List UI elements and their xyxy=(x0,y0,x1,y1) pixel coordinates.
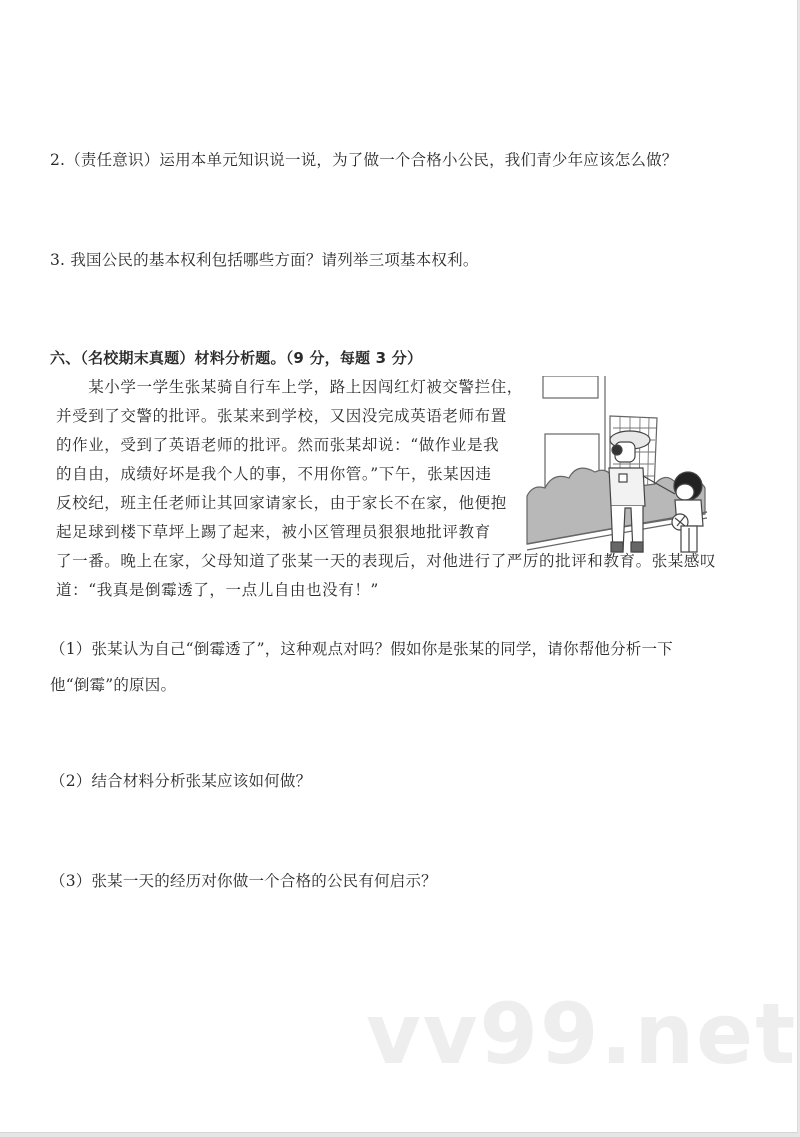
material-line: 并受到了交警的批评。张某来到学校，又因没完成英语老师布置 xyxy=(56,407,507,425)
watermark: vv99.net xyxy=(366,985,798,1083)
sub-question-1-line-2: 他“倒霉”的原因。 xyxy=(50,676,177,694)
sub-question-3: （3）张某一天的经历对你做一个合格的公民有何启示？ xyxy=(50,872,437,890)
material-line: 的自由，成绩好坏是我个人的事，不用你管。”下午，张某因违 xyxy=(56,465,492,483)
question-3: 3. 我国公民的基本权利包括哪些方面？请列举三项基本权利。 xyxy=(50,251,479,269)
question-2: 2.（责任意识）运用本单元知识说一说，为了做一个合格小公民，我们青少年应该怎么做？ xyxy=(50,151,678,169)
material-line: 反校纪，班主任老师让其回家请家长，由于家长不在家，他便抱 xyxy=(56,494,507,512)
traffic-police-illustration xyxy=(525,376,745,560)
material-line: 某小学一学生张某骑自行车上学，路上因闯红灯被交警拦住， xyxy=(56,378,523,396)
material-paragraph xyxy=(56,373,717,605)
illustration-icon xyxy=(525,376,745,560)
section-6-heading: 六、（名校期末真题）材料分析题。（9 分，每题 3 分） xyxy=(50,349,423,367)
material-line: 了一番。晚上在家，父母知道了张某一天的表现后，对他进行了严厉的批评和教育。张某感叹 xyxy=(56,552,717,570)
material-line: 起足球到楼下草坪上踢了起来，被小区管理员狠狠地批评教育 xyxy=(56,523,491,541)
material-line: 道：“我真是倒霉透了，一点儿自由也没有！” xyxy=(56,581,379,599)
sub-question-2: （2）结合材料分析张某应该如何做？ xyxy=(50,772,312,790)
material-line: 的作业，受到了英语老师的批评。然而张某却说：“做作业是我 xyxy=(56,436,500,454)
sub-question-1-line-1: （1）张某认为自己“倒霉透了”，这种观点对吗？假如你是张某的同学，请你帮他分析一下 xyxy=(50,640,673,658)
